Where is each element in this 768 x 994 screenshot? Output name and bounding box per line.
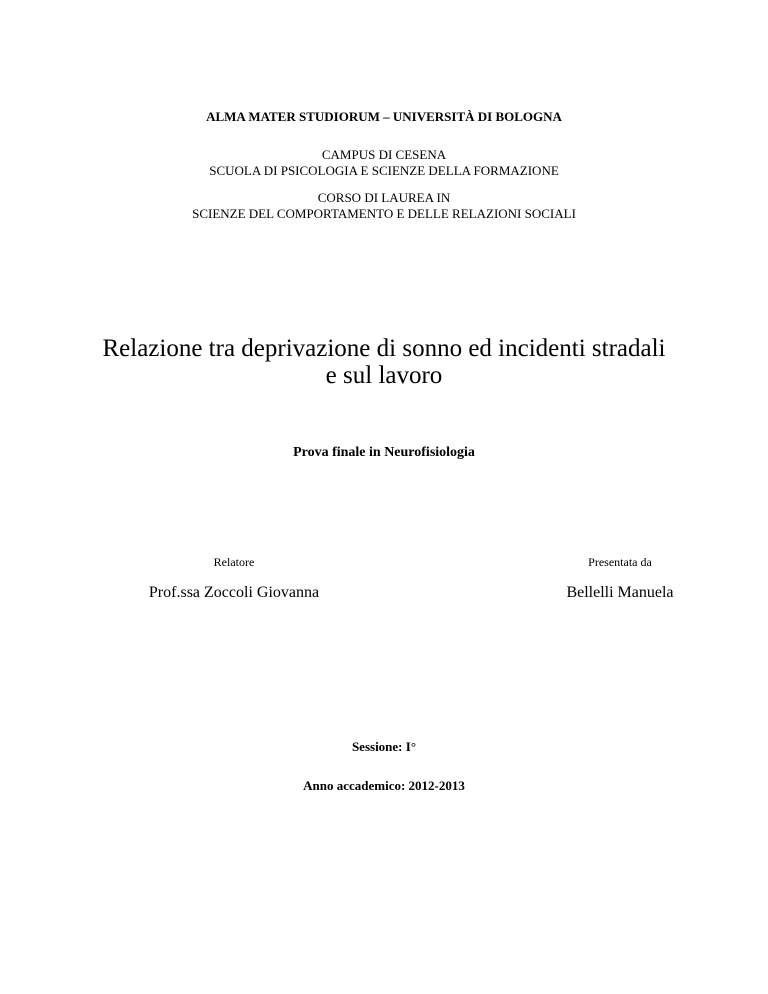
presenter-label: Presentata da	[588, 555, 652, 569]
session: Sessione: I°	[351, 739, 417, 754]
course-name: SCIENZE DEL COMPORTAMENTO E DELLE RELAZIONI SOCIALI	[192, 206, 576, 221]
campus-name: CAMPUS DI CESENA	[321, 147, 447, 162]
academic-year: Anno accademico: 2012-2013	[303, 778, 465, 793]
school-name: SCUOLA DI PSICOLOGIA E SCIENZE DELLA FORMAZIONE	[209, 163, 559, 178]
supervisor-label: Relatore	[213, 555, 255, 569]
university-name: ALMA MATER STUDIORUM – UNIVERSITÀ DI BOLOGNA	[206, 109, 562, 124]
presenter-name: Bellelli Manuela	[566, 584, 674, 601]
supervisor-name: Prof.ssa Zoccoli Giovanna	[148, 584, 320, 601]
thesis-title-line-1: Relazione tra deprivazione di sonno ed incidenti stradali	[102, 335, 666, 362]
course-label: CORSO DI LAUREA IN	[317, 190, 451, 205]
exam-subject: Prova finale in Neurofisiologia	[293, 445, 475, 460]
thesis-title-line-2: e sul lavoro	[325, 362, 443, 389]
